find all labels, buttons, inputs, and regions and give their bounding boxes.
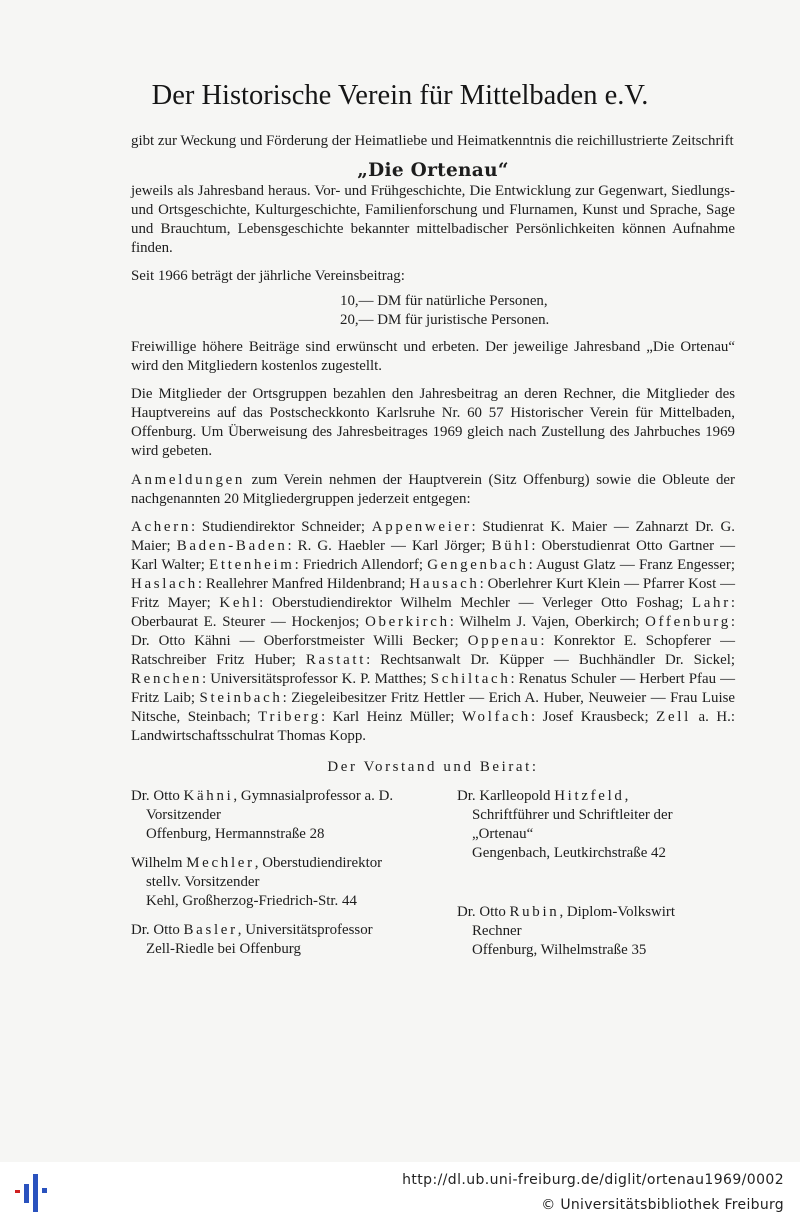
member-address: Gengenbach, Leutkirchstraße 42 — [472, 845, 666, 861]
group-contacts: Studiendirektor Schneider; — [201, 519, 372, 535]
group-separator: : — [528, 557, 537, 573]
group-separator: : — [479, 576, 488, 592]
group-place: Appenweier — [371, 519, 472, 535]
description-paragraph: jeweils als Jahresband heraus. Vor- und Frühgeschichte, Die Entwicklung zur Gegenwart, Siedlungs- und Ortsgeschichte, Kulturgeschichte, Familienforschung und Flurnamen, Kunst und Sprache, Sage und Brauchtum, Lebensgeschichte bekannter mittelbadischer Persönlichkeiten können Aufnahme finden. — [131, 182, 735, 256]
group-separator: : — [202, 671, 211, 687]
member-surname: Mechler — [186, 855, 255, 871]
member-prefix: Wilhelm — [131, 855, 187, 871]
group-place: Triberg — [258, 709, 321, 725]
registration-text: zum Verein nehmen der Hauptverein (Sitz Offenburg) sowie die Obleute der nachgenannten 20 Mitgliedergruppen jederzeit entgegen: — [131, 471, 735, 507]
fee-list — [340, 292, 735, 330]
board-member — [131, 921, 421, 959]
group-contacts: Oberbaurat E. Steurer — Hockenjos; — [131, 614, 366, 630]
group-contacts: Karl Heinz Müller; — [332, 709, 462, 725]
group-place: Zell — [656, 709, 691, 725]
intro-paragraph: gibt zur Weckung und Förderung der Heimatliebe und Heimatkenntnis die reichillustrierte Zeitschrift — [131, 133, 734, 149]
group-place: Hausach — [409, 576, 480, 592]
group-place: Rastatt — [305, 652, 367, 668]
member-name-line — [131, 787, 421, 806]
group-place: Haslach — [131, 576, 198, 592]
group-contacts: Friedrich Allendorf; — [302, 557, 428, 573]
group-place: Kehl — [219, 595, 260, 611]
member-title: , Diplom-Volkswirt — [559, 904, 675, 920]
group-separator: : — [510, 671, 519, 687]
member-name-line — [457, 903, 735, 922]
member-surname: Rubin — [509, 904, 560, 920]
group-contacts: Oberlehrer Kurt Klein — Pfarrer Kost — Fritz Mayer; — [131, 576, 735, 611]
board-left-column — [131, 787, 421, 970]
board-member — [131, 854, 421, 911]
group-separator: : — [449, 614, 460, 630]
member-prefix: Dr. Karlleopold — [457, 788, 555, 804]
group-place: Achern — [131, 519, 192, 535]
group-contacts: Renatus Schuler — Herbert Pfau — Fritz Laib; — [131, 671, 735, 706]
group-contacts: Landwirtschaftsschulrat Thomas Kopp. — [131, 728, 367, 744]
group-place: Renchen — [131, 671, 202, 687]
group-separator: : — [282, 690, 292, 706]
member-role: Vorsitzender — [146, 807, 221, 823]
group-contacts: Konrektor E. Schopferer — Ratschreiber Fritz Huber; — [131, 633, 735, 668]
member-title: , Oberstudiendirektor — [254, 855, 383, 871]
group-contacts: Josef Krausbeck; — [542, 709, 657, 725]
footer-bar — [0, 1162, 800, 1220]
group-place: Offenburg — [645, 614, 731, 630]
member-prefix: Dr. Otto — [131, 922, 184, 938]
group-place: Ettenheim — [209, 557, 295, 573]
member-role: Schriftführer und Schriftleiter der „Ortenau“ — [472, 807, 673, 842]
board-member — [457, 787, 735, 863]
copyright-notice: © Universitätsbibliothek Freiburg — [541, 1197, 784, 1213]
member-address: Zell-Riedle bei Offenburg — [146, 941, 301, 957]
group-place: Oppenau — [467, 633, 541, 649]
member-prefix: Dr. Otto — [131, 788, 184, 804]
group-contacts: Oberstudienrat Otto Gartner — Karl Walter; — [131, 538, 735, 573]
board-columns — [131, 787, 735, 970]
member-name-line — [131, 854, 421, 873]
board-heading: Der Vorstand und Beirat: — [327, 759, 539, 775]
member-surname: Kähni — [183, 788, 234, 804]
group-separator: a. H.: — [690, 709, 735, 725]
group-separator: : — [197, 576, 206, 592]
group-contacts: R. G. Haebler — Karl Jörger; — [297, 538, 492, 554]
group-contacts: Universitätsprofessor K. P. Matthes; — [210, 671, 431, 687]
group-contacts: Studienrat K. Maier — Zahnarzt Dr. G. Maier; — [131, 519, 735, 554]
group-separator: : — [531, 538, 542, 554]
group-contacts: Dr. Otto Kähni — Oberforstmeister Willi Becker; — [131, 633, 468, 649]
group-contacts: August Glatz — Franz Engesser; — [536, 557, 735, 573]
ub-freiburg-logo-icon — [13, 1172, 53, 1212]
group-contacts: Rechtsanwalt Dr. Küpper — Buchhändler Dr. Sickel; — [380, 652, 735, 668]
member-surname: Hitzfeld — [554, 788, 625, 804]
group-separator: : — [366, 652, 381, 668]
registration-word: Anmeldungen — [131, 471, 246, 488]
member-address: Kehl, Großherzog-Friedrich-Str. 44 — [146, 893, 357, 909]
group-separator: : — [530, 709, 543, 725]
group-place: Oberkirch — [365, 614, 450, 630]
group-separator: : — [191, 519, 202, 535]
board-right-column — [457, 787, 735, 970]
group-separator: : — [730, 595, 735, 611]
fee-intro: Seit 1966 beträgt der jährliche Vereinsbeitrag: — [131, 268, 405, 284]
member-name-line — [131, 921, 421, 940]
group-contacts: Ziegeleibesitzer Fritz Hettler — Erich A. Huber, Neuweier — Frau Luise Nitsche, Steinbach; — [131, 690, 735, 725]
group-place: Gengenbach — [427, 557, 529, 573]
group-place: Lahr — [691, 595, 731, 611]
group-separator: : — [540, 633, 554, 649]
group-separator: : — [471, 519, 483, 535]
group-place: Baden-Baden — [176, 538, 288, 554]
payment-paragraph: Die Mitglieder der Ortsgruppen bezahlen den Jahresbeitrag an deren Rechner, die Mitglieder des Hauptvereins auf das Postscheckkonto Karlsruhe Nr. 60 57 Historischer Verein für Mittelbaden, Offenburg. Um Überweisung des Jahresbeitrages 1969 gleich nach Zustellung des Jahrbuches 1969 wird gebeten. — [131, 386, 735, 459]
member-surname: Basler — [183, 922, 238, 938]
group-separator: : — [320, 709, 333, 725]
group-separator: : — [730, 614, 735, 630]
group-place: Wolfach — [461, 709, 531, 725]
fee-natural: 10,— DM für natürliche Personen, — [340, 292, 548, 309]
group-separator: : — [287, 538, 298, 554]
group-contacts: Reallehrer Manfred Hildenbrand; — [205, 576, 410, 592]
registration-paragraph — [131, 471, 735, 509]
group-separator: : — [294, 557, 303, 573]
group-place: Schiltach — [430, 671, 511, 687]
journal-title: „Die Ortenau“ — [357, 159, 509, 181]
member-role: Rechner — [472, 923, 522, 939]
member-address: Offenburg, Hermannstraße 28 — [146, 826, 325, 842]
group-place: Steinbach — [199, 690, 283, 706]
voluntary-paragraph: Freiwillige höhere Beiträge sind erwünscht und erbeten. Der jeweilige Jahresband „Die Ortenau“ wird den Mitgliedern kostenlos zugestellt. — [131, 338, 735, 374]
member-address: Offenburg, Wilhelmstraße 35 — [472, 942, 647, 958]
group-separator: : — [259, 595, 272, 611]
source-url[interactable]: http://dl.ub.uni-freiburg.de/diglit/ortenau1969/0002 — [402, 1172, 784, 1188]
board-member — [131, 787, 421, 844]
member-prefix: Dr. Otto — [457, 904, 510, 920]
member-role: stellv. Vorsitzender — [146, 874, 260, 890]
board-member — [457, 903, 735, 960]
group-contacts: Wilhelm J. Vajen, Oberkirch; — [459, 614, 646, 630]
fee-juristic: 20,— DM für juristische Personen. — [340, 311, 550, 328]
member-groups-paragraph — [131, 518, 735, 746]
group-place: Bühl — [491, 538, 532, 554]
member-name-line — [457, 787, 735, 806]
group-contacts: Oberstudiendirektor Wilhelm Mechler — Verleger Otto Foshag; — [271, 595, 692, 611]
member-title: , — [624, 788, 629, 804]
document-body — [131, 132, 735, 970]
page-title: Der Historische Verein für Mittelbaden e.V. — [151, 80, 649, 111]
member-title: , Gymnasialprofessor a. D. — [233, 788, 394, 804]
member-title: , Universitätsprofessor — [237, 922, 373, 938]
